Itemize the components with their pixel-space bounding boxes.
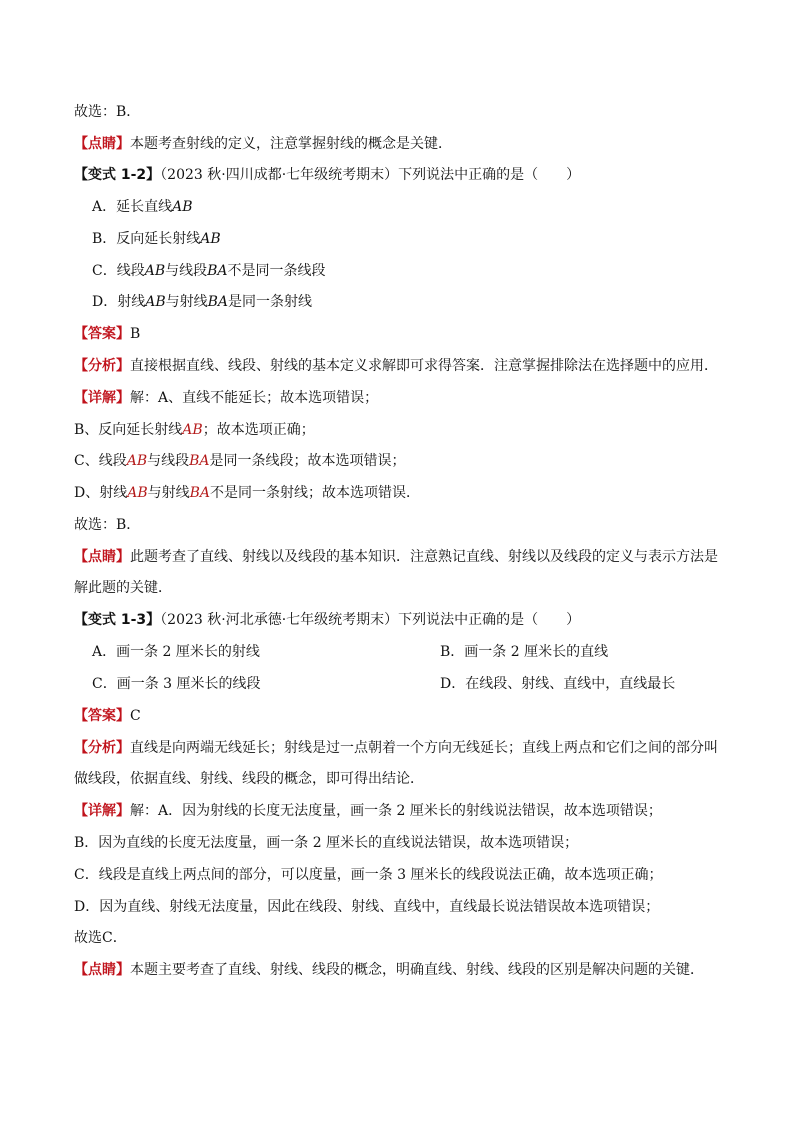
- variant-question: （2023 秋·河北承德·七年级统考期末）下列说法中正确的是（ ）: [160, 612, 581, 628]
- option-d-text: 是同一条射线: [228, 294, 313, 310]
- select-line-3: [74, 928, 734, 948]
- detail-text: C．线段是直线上两点间的部分，可以度量，画一条 3 厘米长的线段说法正确，故本选项正确；: [74, 867, 663, 883]
- detail-line-a: [74, 388, 734, 408]
- detail-text: D．因为直线、射线无法度量，因此在线段、射线、直线中，直线最长说法错误故本选项错误；: [74, 899, 660, 915]
- analysis-text: 直接根据直线、线段、射线的基本定义求解即可求得答案．注意掌握排除法在选择题中的应用．: [130, 358, 718, 374]
- comment-line-2a: [74, 547, 734, 567]
- detail-text: 是同一条线段；故本选项错误；: [209, 453, 406, 469]
- detail2-line-a: [74, 801, 734, 821]
- analysis-tag: 【分析】: [74, 740, 130, 756]
- option-d-text: 与射线: [165, 294, 208, 310]
- math-ab: AB: [144, 263, 166, 279]
- analysis-line: [74, 356, 734, 376]
- comment-line: [74, 134, 734, 154]
- detail2-line-b: [74, 833, 734, 853]
- option-c-text: 不是同一条线段: [227, 263, 326, 279]
- math-ba: BA: [207, 294, 229, 310]
- math-ab: AB: [127, 485, 148, 501]
- variant-tag: 【变式 1-2】: [74, 167, 161, 183]
- option-row-cd: [92, 674, 734, 694]
- comment-text: 此题考查了直线、射线以及线段的基本知识．注意熟记直线、射线以及线段的定义与表示方法是: [130, 549, 718, 565]
- analysis-text: 直线是向两端无线延长；射线是过一点朝着一个方向无线延长；直线上两点和它们之间的部分叫: [130, 740, 718, 756]
- option-b-text: B．反向延长射线: [92, 231, 201, 247]
- math-ab: AB: [172, 199, 193, 215]
- option-a: [92, 197, 734, 217]
- select-text: 故选：B．: [74, 517, 141, 533]
- comment-tag: 【点睛】: [74, 136, 130, 152]
- detail-tag: 【详解】: [74, 390, 130, 406]
- answer-value: C: [130, 708, 141, 724]
- comment-tag: 【点睛】: [74, 549, 130, 565]
- variant-question: （2023 秋·四川成都·七年级统考期末）下列说法中正确的是（ ）: [160, 167, 581, 183]
- comment-line-3: [74, 960, 734, 980]
- math-ab: AB: [182, 422, 203, 438]
- detail-line-d: [74, 483, 734, 503]
- variant-1-2-heading: [74, 165, 734, 185]
- math-ab: AB: [145, 294, 166, 310]
- answer-value: B: [130, 326, 141, 342]
- option-a-text: A．画一条 2 厘米长的射线: [92, 644, 260, 660]
- detail-text: 与射线: [147, 485, 190, 501]
- math-ab: AB: [126, 453, 148, 469]
- detail-text: B、反向延长射线: [74, 422, 183, 438]
- analysis-line-2a: [74, 738, 734, 758]
- comment-text: 解此题的关键．: [74, 580, 172, 596]
- math-ba: BA: [189, 453, 210, 469]
- variant-1-3-heading: [74, 610, 734, 630]
- answer-tag: 【答案】: [74, 326, 130, 342]
- option-b-text: B．画一条 2 厘米长的直线: [440, 644, 609, 660]
- comment-line-2b: [74, 578, 734, 598]
- answer-tag: 【答案】: [74, 708, 130, 724]
- option-d: [92, 292, 734, 312]
- select-text: 故选C．: [74, 930, 127, 946]
- detail-text: 不是同一条射线；故本选项错误．: [210, 485, 421, 501]
- option-d-text: D．在线段、射线、直线中，直线最长: [440, 676, 676, 692]
- variant-tag: 【变式 1-3】: [74, 612, 161, 628]
- option-row-ab: [92, 642, 734, 662]
- option-d-text: D．射线: [92, 294, 146, 310]
- analysis-text: 做线段，依据直线、射线、线段的概念，即可得出结论．: [74, 771, 424, 787]
- detail-tag: 【详解】: [74, 803, 130, 819]
- select-line-2: [74, 515, 734, 535]
- comment-tag: 【点睛】: [74, 962, 130, 978]
- detail2-line-d: [74, 897, 734, 917]
- option-a-text: A．延长直线: [92, 199, 173, 215]
- answer-line: [74, 324, 734, 344]
- math-ba: BA: [207, 263, 228, 279]
- option-b: [92, 229, 734, 249]
- option-c-text: C．线段: [92, 263, 145, 279]
- detail-line-b: [74, 420, 734, 440]
- detail-text: 解：A．因为射线的长度无法度量，画一条 2 厘米长的射线说法错误，故本选项错误；: [130, 803, 662, 819]
- detail-text: C、线段: [74, 453, 127, 469]
- math-ab: AB: [200, 231, 221, 247]
- comment-text: 本题考查射线的定义，注意掌握射线的概念是关键．: [130, 136, 452, 152]
- answer-select-line: [74, 102, 734, 122]
- detail-text: ；故本选项正确；: [202, 422, 315, 438]
- option-c: [92, 261, 734, 281]
- analysis-line-2b: [74, 769, 734, 789]
- answer-line-2: [74, 706, 734, 726]
- detail-text: 与线段: [147, 453, 190, 469]
- detail-text: 解：A、直线不能延长；故本选项错误；: [130, 390, 379, 406]
- option-c-text: 与线段: [165, 263, 208, 279]
- comment-text: 本题主要考查了直线、射线、线段的概念，明确直线、射线、线段的区别是解决问题的关键．: [130, 962, 704, 978]
- option-c-text: C．画一条 3 厘米长的线段: [92, 676, 261, 692]
- detail-line-c: [74, 451, 734, 471]
- detail-text: D、射线: [74, 485, 128, 501]
- detail2-line-c: [74, 865, 734, 885]
- select-text: 故选：B．: [74, 104, 141, 120]
- analysis-tag: 【分析】: [74, 358, 130, 374]
- detail-text: B．因为直线的长度无法度量，画一条 2 厘米长的直线说法错误，故本选项错误；: [74, 835, 579, 851]
- math-ba: BA: [189, 485, 211, 501]
